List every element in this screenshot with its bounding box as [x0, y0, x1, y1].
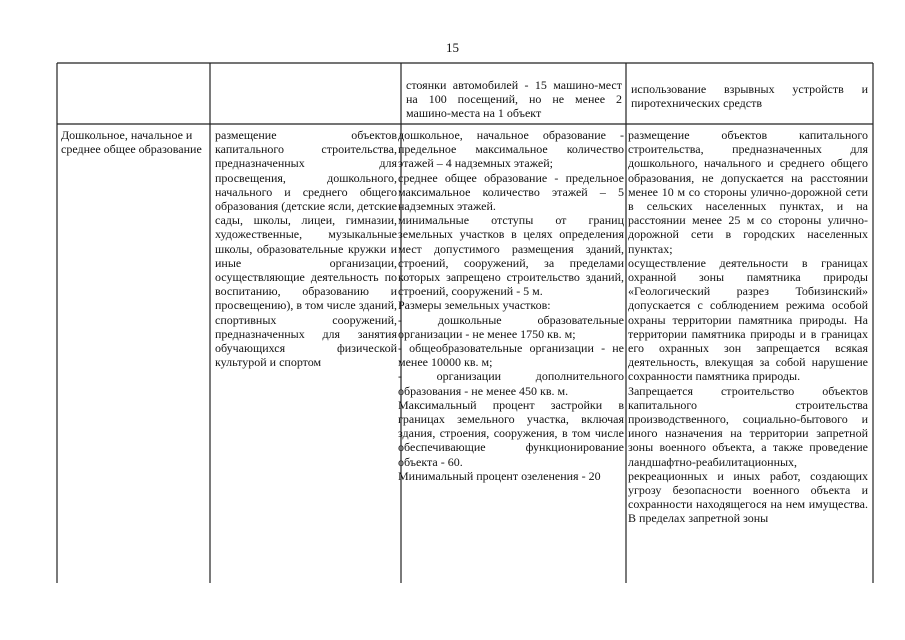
restriction-paragraph: осуществление деятельности в границах охранной зоны памятника природы «Геологический разрез Тобизинский» допускается с соблюдением режима особой охраны территории памятника природы. На территории памятника природы и в границах его охранных зон запрещается всякая деятельность, влекущая за собой нарушение сохранности памятника природы.: [628, 255, 868, 384]
parameter-paragraph: минимальные отступы от границ земельных участков в целях определения мест допустимого размещения зданий, строений, сооружений, за пределами которых запрещено строительство зданий, строений, сооружений - 5 м.: [398, 213, 624, 299]
land-use-type: Дошкольное, начальное и среднее общее образование: [61, 128, 202, 157]
row1-col3-text: стоянки автомобилей - 15 машино-мест на 100 посещений, но не менее 2 машино-места на 1 объект: [406, 78, 622, 121]
parameter-paragraph: Максимальный процент застройки в границах земельного участка, включая здания, строения, сооружения, в том числе обеспечивающие функционирование объекта - 60.: [398, 397, 624, 469]
row1-col4-cell: [631, 82, 868, 122]
parameter-paragraph: среднее общее образование - предельное максимальное количество этажей – 5 надземных этажей.: [398, 170, 624, 214]
parameter-paragraph: - общеобразовательные организации - не менее 10000 кв. м;: [398, 341, 624, 370]
row2-col4-cell: [628, 128, 868, 583]
row1-col4-text: использование взрывных устройств и пиротехнических средств: [631, 82, 868, 111]
permitted-use-description: размещение объектов капитального строительства, предназначенных для просвещения, дошкольного, начального и среднего общего образования (детские ясли, детские сады, школы, лицеи, гимназии, художественные, музыкальные школы, образовательные кружки и иные организации, осуществляющие деятельность по воспитанию, образованию и просвещению), в том числе зданий, спортивных сооружений, предназначенных для занятия обучающихся физической культурой и спортом: [215, 128, 397, 370]
parameter-paragraph: - организации дополнительного образования - не менее 450 кв. м.: [398, 369, 624, 398]
parameter-paragraph: дошкольное, начальное образование - предельное максимальное количество этажей – 4 надземных этажей;: [398, 128, 624, 171]
page-number: 15: [446, 40, 459, 55]
parameter-paragraph: - дошкольные образовательные организации - не менее 1750 кв. м;: [398, 312, 624, 341]
row1-col3-cell: [406, 78, 622, 122]
parameter-paragraph: Размеры земельных участков:: [398, 298, 551, 313]
parameter-paragraph: Минимальный процент озеленения - 20: [398, 468, 601, 483]
row2-col3-cell: [398, 128, 624, 583]
row2-col1-cell: [61, 128, 207, 168]
restriction-paragraph: Запрещается строительство объектов капитального строительства производственного, социально-бытового и иного назначения на территории запретной зоны военного объекта, а также проведение ландшафтно-реабилитационных, рекреационных и иных работ, создающих угрозу безопасности военного объекта и сохранности находящегося на нем имущества. В пределах запретной зоны: [628, 383, 868, 526]
restriction-paragraph: размещение объектов капитального строительства, предназначенных для дошкольного, начального и среднего общего образования, не допускается на расстоянии менее 10 м со стороны улично-дорожной сети в сельских населенных пунктах, и на расстоянии менее 25 м со стороны улично-дорожной сети в городских населенных пунктах;: [628, 128, 868, 256]
row2-col2-cell: [215, 128, 397, 418]
